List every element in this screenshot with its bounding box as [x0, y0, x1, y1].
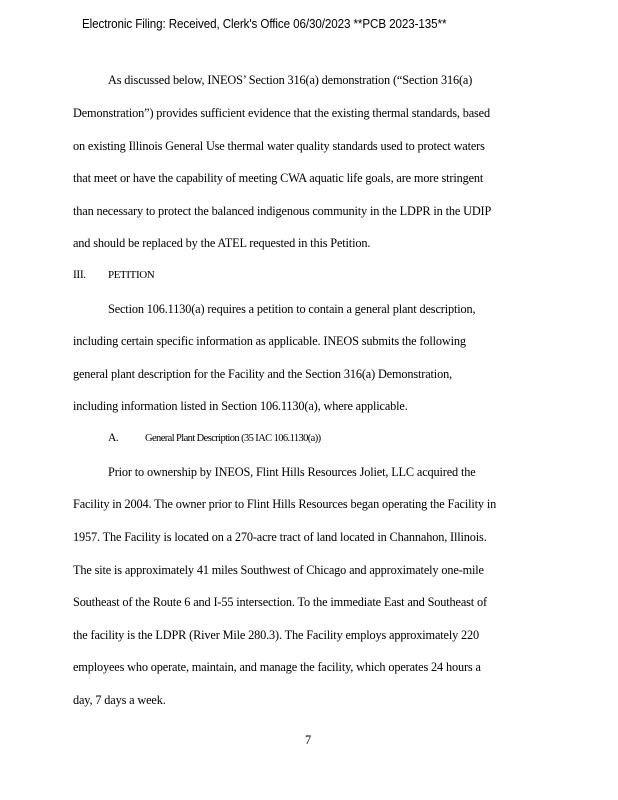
- paragraph-2-line-4: including information listed in Section 106.1130(a), where applicable.: [73, 399, 408, 413]
- section-number: III.: [73, 269, 86, 281]
- paragraph-3-line-3: 1957. The Facility is located on a 270-acre tract of land located in Channahon, Illinois.: [73, 530, 487, 544]
- paragraph-3-line-8: day, 7 days a week.: [73, 693, 166, 707]
- paragraph-2-line-1: Section 106.1130(a) requires a petition to contain a general plant description,: [108, 302, 476, 316]
- paragraph-1-line-5: than necessary to protect the balanced indigenous community in the LDPR in the UDIP: [73, 204, 492, 218]
- paragraph-1-line-1: As discussed below, INEOS’ Section 316(a) demonstration (“Section 316(a): [108, 73, 473, 87]
- paragraph-3-line-5: Southeast of the Route 6 and I-55 intersection. To the immediate East and Southeast of: [73, 595, 487, 609]
- paragraph-1-line-3: on existing Illinois General Use thermal water quality standards used to protect waters: [73, 139, 485, 153]
- paragraph-2-line-2: including certain specific information as applicable. INEOS submits the following: [73, 334, 466, 348]
- subsection-letter: A.: [108, 432, 119, 444]
- paragraph-3-line-4: The site is approximately 41 miles Southwest of Chicago and approximately one-mile: [73, 563, 484, 577]
- paragraph-3-line-7: employees who operate, maintain, and manage the facility, which operates 24 hours a: [73, 660, 481, 674]
- paragraph-1-line-4: that meet or have the capability of meeting CWA aquatic life goals, are more stringent: [73, 171, 484, 185]
- page-number: 7: [305, 733, 312, 747]
- section-title: PETITION: [108, 269, 155, 281]
- subsection-title: General Plant Description (35 IAC 106.1130(a)): [145, 433, 321, 444]
- filing-header-stamp: Electronic Filing: Received, Clerk's Office 06/30/2023 **PCB 2023-135**: [82, 17, 447, 31]
- paragraph-1-line-2: Demonstration”) provides sufficient evidence that the existing thermal standards, based: [73, 106, 490, 120]
- paragraph-1-line-6: and should be replaced by the ATEL requested in this Petition.: [73, 236, 371, 250]
- paragraph-3-line-1: Prior to ownership by INEOS, Flint Hills Resources Joliet, LLC acquired the: [108, 465, 476, 479]
- paragraph-2-line-3: general plant description for the Facility and the Section 316(a) Demonstration,: [73, 367, 452, 381]
- paragraph-3-line-6: the facility is the LDPR (River Mile 280.3). The Facility employs approximately 220: [73, 628, 480, 642]
- paragraph-3-line-2: Facility in 2004. The owner prior to Flint Hills Resources began operating the Facility in: [73, 497, 497, 511]
